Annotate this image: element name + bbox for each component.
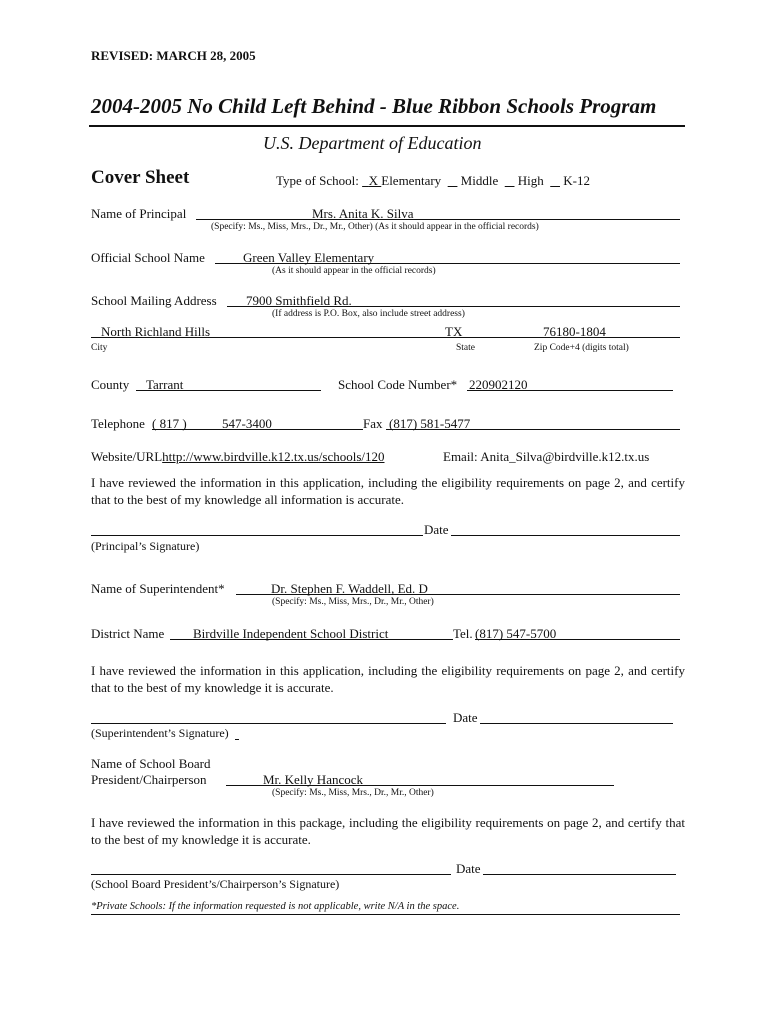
revised-date: REVISED: MARCH 28, 2005 bbox=[91, 48, 256, 63]
website-row bbox=[91, 449, 385, 465]
district-tel-field[interactable]: (817) 547-5700 bbox=[475, 626, 557, 641]
city-field[interactable]: North Richland Hills bbox=[101, 324, 211, 339]
principal-label: Name of Principal bbox=[91, 206, 187, 221]
district-tel-label: Tel. bbox=[453, 626, 473, 641]
email-row bbox=[443, 449, 649, 465]
superintendent-signature-tail bbox=[235, 739, 239, 740]
board-signature-line[interactable] bbox=[91, 874, 451, 875]
state-field[interactable]: TX bbox=[445, 324, 463, 339]
county-label: County bbox=[91, 377, 130, 392]
footnote-rule bbox=[91, 914, 680, 915]
school-name-label: Official School Name bbox=[91, 250, 205, 265]
superintendent-field[interactable]: Dr. Stephen F. Waddell, Ed. D bbox=[271, 581, 428, 596]
superintendent-date-label: Date bbox=[453, 710, 478, 725]
superintendent-label: Name of Superintendent* bbox=[91, 581, 225, 596]
district-field[interactable]: Birdville Independent School District bbox=[193, 626, 389, 641]
principal-line bbox=[196, 219, 680, 220]
k12-checkbox[interactable] bbox=[550, 173, 560, 188]
middle-label: Middle bbox=[460, 173, 499, 188]
school-name-field[interactable]: Green Valley Elementary bbox=[243, 250, 375, 265]
elementary-checkbox[interactable] bbox=[362, 173, 381, 188]
superintendent-hint: (Specify: Ms., Miss, Mrs., Dr., Mr., Other) bbox=[272, 597, 434, 607]
board-field[interactable]: Mr. Kelly Hancock bbox=[263, 772, 364, 787]
school-code-field[interactable]: 220902120 bbox=[469, 377, 528, 392]
zip-field[interactable]: 76180-1804 bbox=[543, 324, 606, 339]
district-label: District Name bbox=[91, 626, 165, 641]
principal-field[interactable]: Mrs. Anita K. Silva bbox=[312, 206, 414, 221]
board-date-line[interactable] bbox=[483, 874, 676, 875]
mailing-label: School Mailing Address bbox=[91, 293, 217, 308]
fax-field[interactable]: (817) 581-5477 bbox=[389, 416, 471, 431]
certification-board: I have reviewed the information in this package, including the eligibility requirements on page 2, and certify that to the best of my knowledge it is accurate. bbox=[91, 815, 685, 847]
certification-superintendent: I have reviewed the information in this application, including the eligibility requirements on page 2, and certify that to the best of my knowledge it is accurate. bbox=[91, 663, 685, 695]
telephone-number-field[interactable]: 547-3400 bbox=[222, 416, 272, 431]
school-type-row bbox=[276, 173, 590, 189]
elementary-mark: X bbox=[368, 173, 378, 188]
website-label: Website/URL bbox=[91, 449, 163, 464]
board-label-2: President/Chairperson bbox=[91, 772, 207, 787]
superintendent-signature-line[interactable] bbox=[91, 723, 446, 724]
telephone-label: Telephone bbox=[91, 416, 145, 431]
school-type-label: Type of School: bbox=[276, 173, 359, 188]
email-label: Email: bbox=[443, 449, 478, 464]
principal-signature-line[interactable] bbox=[91, 535, 423, 536]
k12-label: K-12 bbox=[563, 173, 590, 188]
department: U.S. Department of Education bbox=[263, 133, 482, 153]
high-checkbox[interactable] bbox=[505, 173, 515, 188]
mailing-field[interactable]: 7900 Smithfield Rd. bbox=[246, 293, 352, 308]
email-field[interactable]: Anita_Silva@birdville.k12.tx.us bbox=[480, 449, 650, 464]
middle-checkbox[interactable] bbox=[448, 173, 458, 188]
title-rule bbox=[89, 125, 685, 127]
website-link[interactable]: http://www.birdville.k12.tx.us/schools/120 bbox=[162, 449, 385, 464]
principal-date-label: Date bbox=[424, 522, 449, 537]
mailing-hint: (If address is P.O. Box, also include street address) bbox=[272, 309, 465, 319]
zip-label: Zip Code+4 (digits total) bbox=[534, 343, 629, 353]
board-hint: (Specify: Ms., Miss, Mrs., Dr., Mr., Other) bbox=[272, 788, 434, 798]
cover-sheet-heading: Cover Sheet bbox=[91, 167, 190, 188]
board-label-1: Name of School Board bbox=[91, 756, 211, 771]
high-label: High bbox=[517, 173, 544, 188]
page-title: 2004-2005 No Child Left Behind - Blue Ribbon Schools Program bbox=[91, 94, 657, 118]
principal-date-line[interactable] bbox=[451, 535, 680, 536]
board-date-label: Date bbox=[456, 861, 481, 876]
elementary-label: Elementary bbox=[381, 173, 442, 188]
state-label: State bbox=[456, 343, 475, 353]
superintendent-date-line[interactable] bbox=[480, 723, 673, 724]
principal-signature-label: (Principal’s Signature) bbox=[91, 539, 200, 553]
telephone-area-field[interactable]: ( 817 ) bbox=[152, 416, 187, 431]
fax-label: Fax bbox=[363, 416, 383, 431]
board-signature-label: (School Board President’s/Chairperson’s Signature) bbox=[91, 877, 340, 891]
superintendent-signature-label: (Superintendent’s Signature) bbox=[91, 726, 229, 740]
certification-principal: I have reviewed the information in this application, including the eligibility requirements on page 2, and certify that to the best of my knowledge all information is accurate. bbox=[91, 475, 685, 507]
city-label: City bbox=[91, 343, 108, 353]
school-code-label: School Code Number* bbox=[338, 377, 458, 392]
footnote: *Private Schools: If the information requested is not applicable, write N/A in the space. bbox=[91, 901, 460, 912]
principal-hint: (Specify: Ms., Miss, Mrs., Dr., Mr., Other) (As it should appear in the official records) bbox=[211, 222, 539, 232]
county-field[interactable]: Tarrant bbox=[146, 377, 184, 392]
school-name-hint: (As it should appear in the official records) bbox=[272, 266, 436, 276]
